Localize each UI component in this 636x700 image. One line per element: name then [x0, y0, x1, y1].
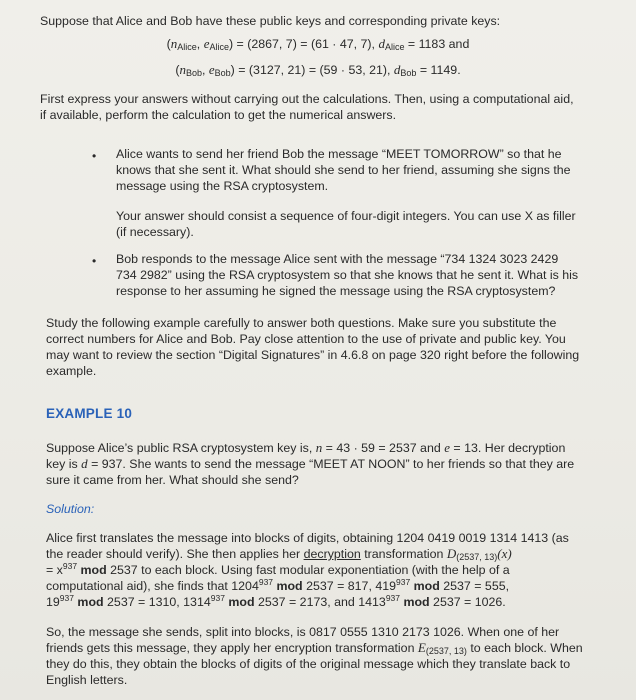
bullet-2-line-3: response to her assuming he signed the message using the RSA cryptosystem?: [116, 284, 556, 298]
example-heading: EXAMPLE 10: [46, 406, 133, 421]
study-line-1: Study the following example carefully to answer both questions. Make sure you substitute the: [46, 316, 557, 330]
study-line-2: correct numbers for Alice and Bob. Pay close attention to the use of private and public key. You: [46, 332, 566, 346]
solution-label: Solution:: [46, 502, 95, 516]
solution-line-3: = $x^{937}$ mod 2537 to each block. Using fast modular exponentiation (with the help of a: [46, 561, 510, 577]
example-line-2: key is d = 937. She wants to send the message “MEET AT NOON” to her friends so that they are: [46, 456, 575, 471]
bullet-2-line-1: Bob responds to the message Alice sent with the message “734 1324 3023 2429: [116, 252, 559, 266]
solution-line-1: Alice first translates the message into blocks of digits, obtaining 1204 0419 0019 1314 1413 (as: [46, 531, 569, 545]
bullet-1-line-3: message using the RSA cryptosystem.: [116, 179, 329, 193]
instructions-line-2: if available, perform the calculation to get the numerical answers.: [40, 108, 397, 122]
bullet-dot-icon: •: [92, 254, 97, 268]
alice-key-equation: ($n_{Alice}$, $e_{Alice}) = (2867$, 7) = (61 · 47, 7), $d_{Alice} = 1183$ and: [166, 36, 470, 52]
example-line-1: Suppose Alice’s public RSA cryptosystem key is, n = 43 · 59 = 2537 and e = 13. Her decryption: [46, 440, 566, 455]
study-line-3: may want to review the section “Digital Signatures” in 4.6.8 on page 320 right before the following: [46, 348, 580, 362]
bullet-1-line-1: Alice wants to send her friend Bob the message “MEET TOMORROW” so that he: [116, 147, 562, 161]
bullet-1-note-line-2: (if necessary).: [116, 225, 194, 239]
study-line-4: example.: [46, 364, 97, 378]
example-line-3: sure it came from her. What should she send?: [46, 473, 299, 487]
bullet-2-line-2: 734 2982” using the RSA cryptosystem so that she knows that he sent it. What is his: [116, 268, 579, 282]
closing-line-2: friends gets this message, they apply her encryption transformation $E_{(2537, 13)}$ to each block. When: [46, 640, 583, 656]
bullet-1-note-line-1: Your answer should consist a sequence of four-digit integers. You can use X as filler: [116, 209, 576, 223]
closing-line-1: So, the message she sends, split into blocks, is 0817 0555 1310 2173 1026. When one of her: [46, 625, 560, 639]
closing-line-3: they do this, they obtain the blocks of digits of the original message which they translate back to: [46, 657, 571, 671]
bob-key-equation: ($n_{Bob}$, $e_{Bob}) = (3127$, 21) = (59 · 53, 21), $d_{Bob} = 1149$.: [175, 62, 461, 78]
solution-line-4: computational aid), she finds that 1204$^{937}$ mod 2537 = 817, $419^{937}$ mod 2537 = 555,: [46, 577, 510, 593]
closing-line-4: English letters.: [46, 673, 128, 687]
bullet-1-line-2: knows that she sent it. What should she send to her friend, assuming she signs the: [116, 163, 571, 177]
instructions-line-1: First express your answers without carrying out the calculations. Then, using a computational aid,: [40, 92, 574, 106]
solution-line-5: $19^{937}$ mod 2537 = 1310, 1314$^{937}$ mod 2537 = 2173, and 1413$^{937}$ mod 2537 = 1026.: [46, 593, 506, 609]
bullet-dot-icon: •: [92, 149, 97, 163]
solution-line-2: the reader should verify). She then applies her decryption transformation $D_{(2537, 13)}(x)$: [46, 546, 512, 562]
intro-text: Suppose that Alice and Bob have these public keys and corresponding private keys:: [40, 14, 501, 28]
